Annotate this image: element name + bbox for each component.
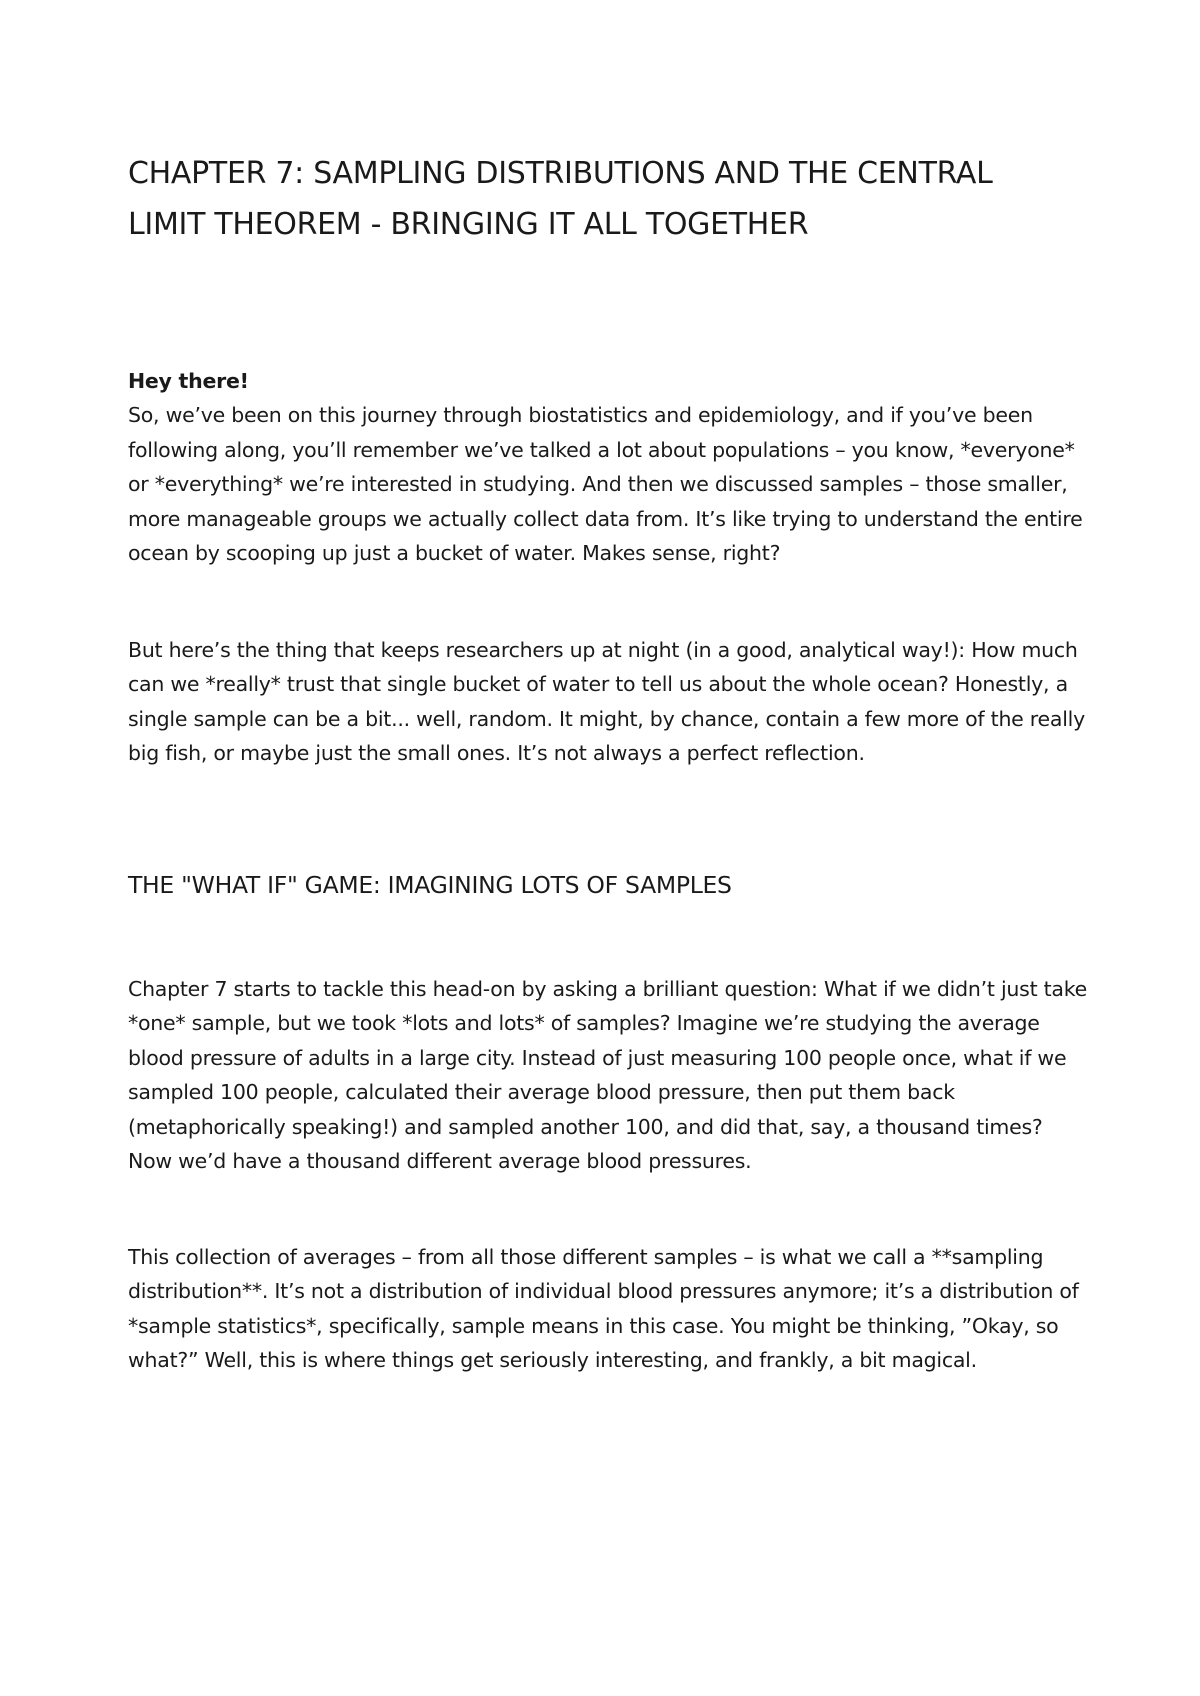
section-heading: THE "WHAT IF" GAME: IMAGINING LOTS OF SAMPLES xyxy=(128,871,732,899)
greeting: Hey there! xyxy=(128,369,249,393)
chapter-title: CHAPTER 7: SAMPLING DISTRIBUTIONS AND THE CENTRAL LIMIT THEOREM - BRINGING IT ALL TOGETHER xyxy=(128,156,993,242)
paragraph-3: Chapter 7 starts to tackle this head-on by asking a brilliant question: What if we didn’t just take *one* sample, but we took *lots and lots* of samples? Imagine we’re studying the average blood pressure of adults in a large city. Instead of just measuring 100 people once, what if we sampled 100 people, calculated their average blood pressure, then put them back (metaphorically speaking!) and sampled another 100, and did that, say, a thousand times? Now we’d have a thousand different average blood pressures. xyxy=(128,977,1087,1174)
paragraph-4: This collection of averages – from all those different samples – is what we call a **sampling distribution**. It’s not a distribution of individual blood pressures anymore; it’s a distribution of *sample statistics*, specifically, sample means in this case. You might be thinking, ”Okay, so what?” Well, this is where things get seriously interesting, and frankly, a bit magical. xyxy=(128,1245,1079,1373)
intro-paragraph: So, we’ve been on this journey through biostatistics and epidemiology, and if you’ve been following along, you’ll remember we’ve talked a lot about populations – you know, *everyone* or *everything* we’re interested in studying. And then we discussed samples – those smaller, more manageable groups we actually collect data from. It’s like trying to understand the entire ocean by scooping up just a bucket of water. Makes sense, right? xyxy=(128,403,1083,566)
intro-block xyxy=(128,364,1088,570)
paragraph-2: But here’s the thing that keeps researchers up at night (in a good, analytical way!): How much can we *really* trust that single bucket of water to tell us about the whole ocean? Honestly, a single sample can be a bit... well, random. It might, by chance, contain a few more of the really big fish, or maybe just the small ones. It’s not always a perfect reflection. xyxy=(128,638,1085,766)
